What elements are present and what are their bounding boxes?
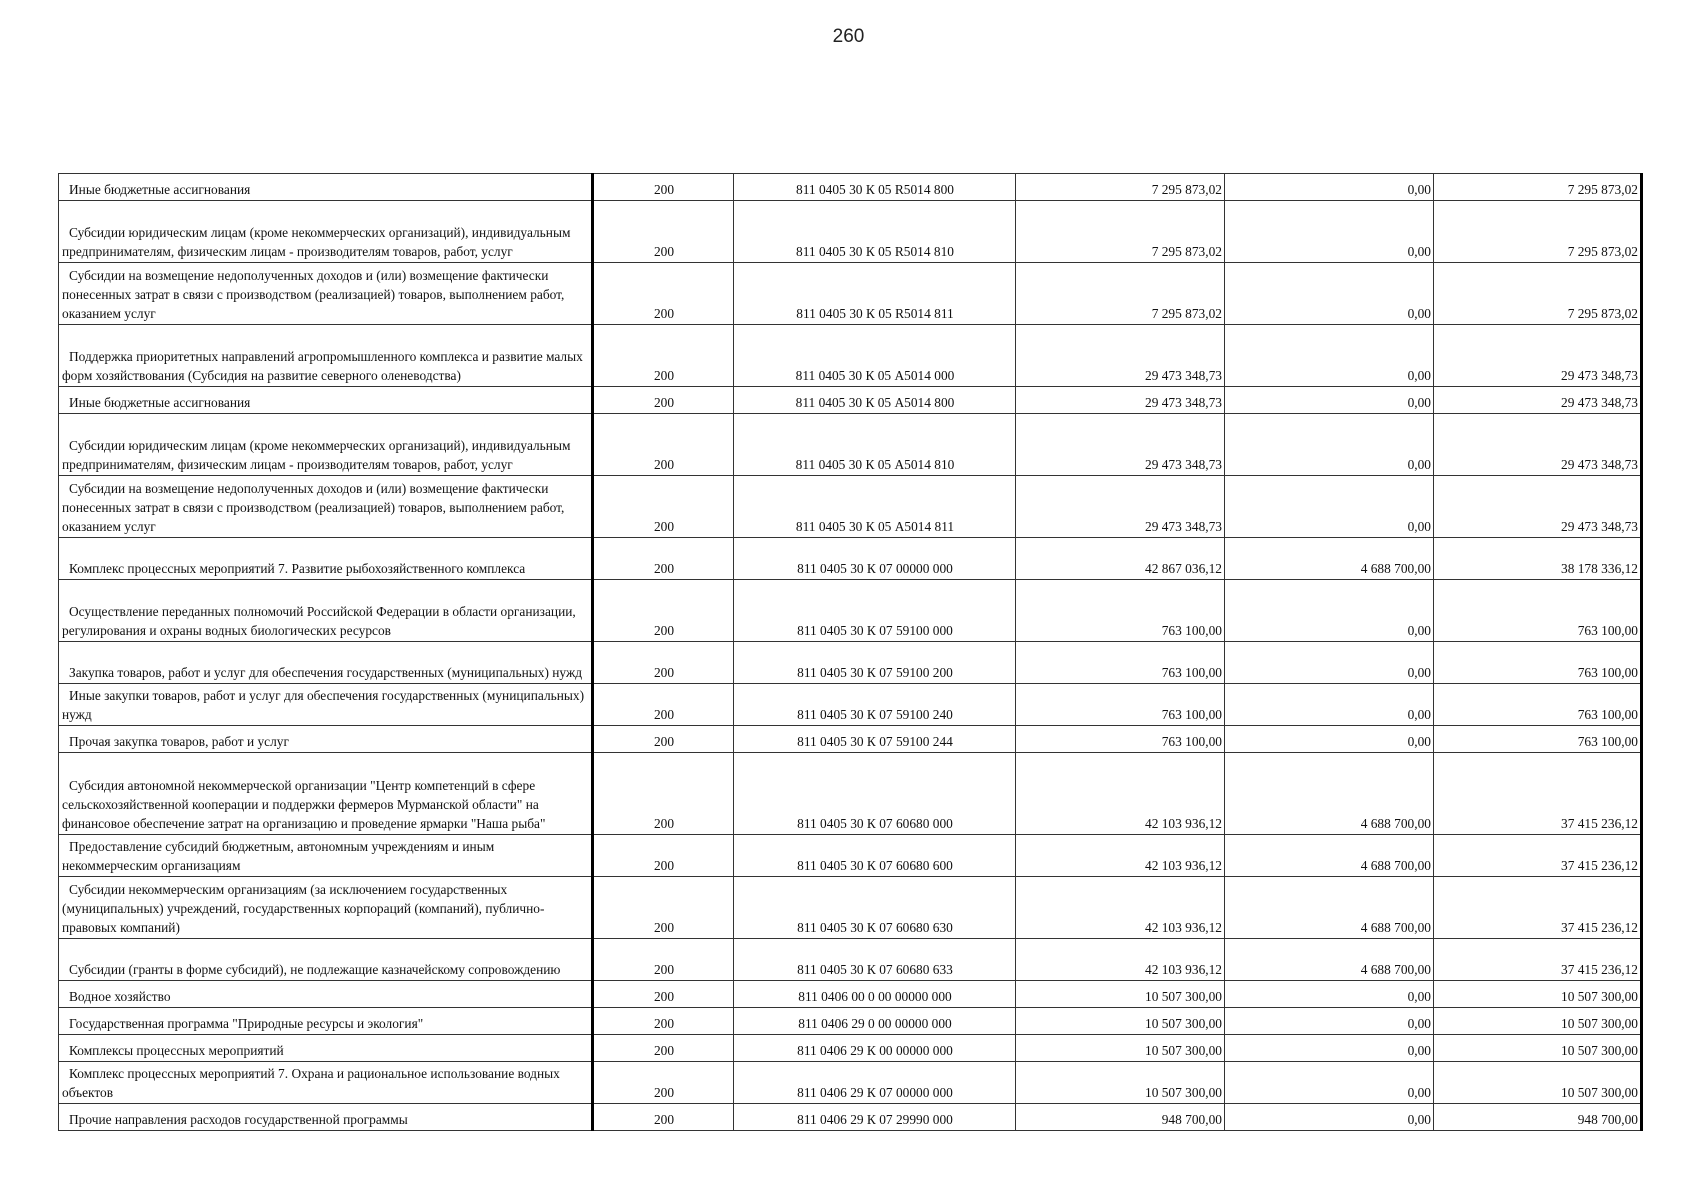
row-remainder: 37 415 236,12 <box>1434 753 1642 835</box>
row-approved: 763 100,00 <box>1016 684 1225 726</box>
row-code: 200 <box>593 325 734 387</box>
row-code: 200 <box>593 476 734 538</box>
page-number: 260 <box>832 26 865 47</box>
row-approved: 7 295 873,02 <box>1016 174 1225 201</box>
row-name: Закупка товаров, работ и услуг для обеспечения государственных (муниципальных) нужд <box>59 642 593 684</box>
row-approved: 42 867 036,12 <box>1016 538 1225 580</box>
row-executed: 0,00 <box>1225 263 1434 325</box>
row-code: 200 <box>593 939 734 981</box>
row-name: Предоставление субсидий бюджетным, автономным учреждениям и иным некоммерческим организациям <box>59 835 593 877</box>
row-name: Субсидия автономной некоммерческой организации "Центр компетенций в сфере сельскохозяйственной кооперации и поддержки фермеров Мурманской области" на финансовое обеспечение затрат на организацию и проведение ярмарки "Наша рыба" <box>59 753 593 835</box>
row-approved: 42 103 936,12 <box>1016 939 1225 981</box>
table-row <box>59 981 1642 1008</box>
row-approved: 10 507 300,00 <box>1016 1008 1225 1035</box>
row-executed: 4 688 700,00 <box>1225 753 1434 835</box>
table-row <box>59 538 1642 580</box>
row-remainder: 10 507 300,00 <box>1434 1062 1642 1104</box>
row-name: Субсидии (гранты в форме субсидий), не подлежащие казначейскому сопровождению <box>59 939 593 981</box>
row-code: 200 <box>593 263 734 325</box>
row-executed: 4 688 700,00 <box>1225 835 1434 877</box>
row-code: 200 <box>593 580 734 642</box>
row-code: 200 <box>593 538 734 580</box>
row-code: 200 <box>593 981 734 1008</box>
row-name: Комплекс процессных мероприятий 7. Охрана и рациональное использование водных объектов <box>59 1062 593 1104</box>
row-name: Иные закупки товаров, работ и услуг для обеспечения государственных (муниципальных) нужд <box>59 684 593 726</box>
table-row <box>59 414 1642 476</box>
row-kbk: 811 0405 30 К 05 А5014 800 <box>734 387 1016 414</box>
row-name: Прочие направления расходов государственной программы <box>59 1104 593 1131</box>
row-executed: 0,00 <box>1225 981 1434 1008</box>
table-row <box>59 684 1642 726</box>
row-code: 200 <box>593 835 734 877</box>
table-row <box>59 835 1642 877</box>
row-code: 200 <box>593 753 734 835</box>
table-row <box>59 263 1642 325</box>
row-approved: 42 103 936,12 <box>1016 753 1225 835</box>
row-approved: 29 473 348,73 <box>1016 325 1225 387</box>
row-remainder: 763 100,00 <box>1434 642 1642 684</box>
table-row <box>59 939 1642 981</box>
table-row <box>59 1008 1642 1035</box>
row-kbk: 811 0405 30 К 07 60680 630 <box>734 877 1016 939</box>
row-remainder: 37 415 236,12 <box>1434 877 1642 939</box>
row-remainder: 7 295 873,02 <box>1434 201 1642 263</box>
row-kbk: 811 0405 30 К 05 А5014 000 <box>734 325 1016 387</box>
row-name: Поддержка приоритетных направлений агропромышленного комплекса и развитие малых форм хозяйствования (Субсидия на развитие северного оленеводства) <box>59 325 593 387</box>
row-approved: 10 507 300,00 <box>1016 1035 1225 1062</box>
row-kbk: 811 0405 30 К 07 60680 633 <box>734 939 1016 981</box>
row-approved: 10 507 300,00 <box>1016 981 1225 1008</box>
row-kbk: 811 0405 30 К 05 R5014 800 <box>734 174 1016 201</box>
row-name: Субсидии некоммерческим организациям (за исключением государственных (муниципальных) учреждений, государственных корпораций (компаний), публично-правовых компаний) <box>59 877 593 939</box>
table-row <box>59 726 1642 753</box>
row-kbk: 811 0405 30 К 07 59100 240 <box>734 684 1016 726</box>
row-executed: 4 688 700,00 <box>1225 939 1434 981</box>
row-approved: 29 473 348,73 <box>1016 414 1225 476</box>
row-name: Водное хозяйство <box>59 981 593 1008</box>
table-row <box>59 877 1642 939</box>
row-name: Осуществление переданных полномочий Российской Федерации в области организации, регулирования и охраны водных биологических ресурсов <box>59 580 593 642</box>
row-remainder: 38 178 336,12 <box>1434 538 1642 580</box>
row-approved: 42 103 936,12 <box>1016 877 1225 939</box>
row-code: 200 <box>593 726 734 753</box>
row-executed: 0,00 <box>1225 325 1434 387</box>
row-remainder: 763 100,00 <box>1434 726 1642 753</box>
row-kbk: 811 0406 29 0 00 00000 000 <box>734 1008 1016 1035</box>
row-remainder: 29 473 348,73 <box>1434 387 1642 414</box>
row-remainder: 10 507 300,00 <box>1434 1008 1642 1035</box>
table-row <box>59 325 1642 387</box>
row-name: Субсидии юридическим лицам (кроме некоммерческих организаций), индивидуальным предпринимателям, физическим лицам - производителям товаров, работ, услуг <box>59 201 593 263</box>
row-executed: 0,00 <box>1225 684 1434 726</box>
row-kbk: 811 0405 30 К 07 60680 600 <box>734 835 1016 877</box>
table-row <box>59 1035 1642 1062</box>
row-executed: 0,00 <box>1225 580 1434 642</box>
row-code: 200 <box>593 414 734 476</box>
table-row <box>59 642 1642 684</box>
row-kbk: 811 0405 30 К 07 60680 000 <box>734 753 1016 835</box>
row-kbk: 811 0405 30 К 05 R5014 810 <box>734 201 1016 263</box>
row-approved: 29 473 348,73 <box>1016 387 1225 414</box>
row-code: 200 <box>593 877 734 939</box>
row-code: 200 <box>593 1104 734 1131</box>
table-row <box>59 387 1642 414</box>
row-executed: 0,00 <box>1225 476 1434 538</box>
row-executed: 4 688 700,00 <box>1225 538 1434 580</box>
row-kbk: 811 0405 30 К 05 R5014 811 <box>734 263 1016 325</box>
row-kbk: 811 0406 29 К 07 00000 000 <box>734 1062 1016 1104</box>
row-remainder: 7 295 873,02 <box>1434 174 1642 201</box>
row-executed: 0,00 <box>1225 201 1434 263</box>
row-kbk: 811 0405 30 К 07 59100 244 <box>734 726 1016 753</box>
row-kbk: 811 0406 29 К 07 29990 000 <box>734 1104 1016 1131</box>
row-executed: 0,00 <box>1225 642 1434 684</box>
row-remainder: 763 100,00 <box>1434 580 1642 642</box>
row-remainder: 7 295 873,02 <box>1434 263 1642 325</box>
table-row <box>59 201 1642 263</box>
row-code: 200 <box>593 1008 734 1035</box>
row-approved: 948 700,00 <box>1016 1104 1225 1131</box>
row-remainder: 10 507 300,00 <box>1434 1035 1642 1062</box>
row-approved: 7 295 873,02 <box>1016 263 1225 325</box>
row-approved: 763 100,00 <box>1016 726 1225 753</box>
row-approved: 7 295 873,02 <box>1016 201 1225 263</box>
table-body <box>59 174 1642 1131</box>
table-row <box>59 1062 1642 1104</box>
row-executed: 0,00 <box>1225 1035 1434 1062</box>
row-name: Комплексы процессных мероприятий <box>59 1035 593 1062</box>
row-name: Иные бюджетные ассигнования <box>59 174 593 201</box>
row-code: 200 <box>593 1035 734 1062</box>
row-executed: 0,00 <box>1225 1008 1434 1035</box>
row-kbk: 811 0405 30 К 07 59100 000 <box>734 580 1016 642</box>
row-remainder: 763 100,00 <box>1434 684 1642 726</box>
table-row <box>59 476 1642 538</box>
row-executed: 0,00 <box>1225 174 1434 201</box>
row-approved: 763 100,00 <box>1016 642 1225 684</box>
row-code: 200 <box>593 684 734 726</box>
row-executed: 0,00 <box>1225 1104 1434 1131</box>
row-name: Прочая закупка товаров, работ и услуг <box>59 726 593 753</box>
row-executed: 0,00 <box>1225 387 1434 414</box>
row-executed: 0,00 <box>1225 726 1434 753</box>
row-name: Комплекс процессных мероприятий 7. Развитие рыбохозяйственного комплекса <box>59 538 593 580</box>
row-approved: 29 473 348,73 <box>1016 476 1225 538</box>
row-kbk: 811 0406 00 0 00 00000 000 <box>734 981 1016 1008</box>
row-code: 200 <box>593 201 734 263</box>
budget-execution-table <box>58 173 1643 1131</box>
table-row <box>59 753 1642 835</box>
row-remainder: 37 415 236,12 <box>1434 939 1642 981</box>
row-code: 200 <box>593 642 734 684</box>
row-name: Субсидии на возмещение недополученных доходов и (или) возмещение фактически понесенных затрат в связи с производством (реализацией) товаров, выполнением работ, оказанием услуг <box>59 476 593 538</box>
row-name: Субсидии на возмещение недополученных доходов и (или) возмещение фактически понесенных затрат в связи с производством (реализацией) товаров, выполнением работ, оказанием услуг <box>59 263 593 325</box>
row-kbk: 811 0406 29 К 00 00000 000 <box>734 1035 1016 1062</box>
row-code: 200 <box>593 1062 734 1104</box>
row-executed: 4 688 700,00 <box>1225 877 1434 939</box>
table-row <box>59 1104 1642 1131</box>
row-remainder: 37 415 236,12 <box>1434 835 1642 877</box>
row-name: Иные бюджетные ассигнования <box>59 387 593 414</box>
row-code: 200 <box>593 387 734 414</box>
row-remainder: 10 507 300,00 <box>1434 981 1642 1008</box>
row-kbk: 811 0405 30 К 07 59100 200 <box>734 642 1016 684</box>
table-row <box>59 580 1642 642</box>
row-approved: 42 103 936,12 <box>1016 835 1225 877</box>
row-executed: 0,00 <box>1225 1062 1434 1104</box>
row-kbk: 811 0405 30 К 07 00000 000 <box>734 538 1016 580</box>
row-kbk: 811 0405 30 К 05 А5014 811 <box>734 476 1016 538</box>
row-remainder: 29 473 348,73 <box>1434 414 1642 476</box>
table-row <box>59 174 1642 201</box>
row-kbk: 811 0405 30 К 05 А5014 810 <box>734 414 1016 476</box>
row-name: Государственная программа "Природные ресурсы и экология" <box>59 1008 593 1035</box>
row-remainder: 29 473 348,73 <box>1434 476 1642 538</box>
row-remainder: 948 700,00 <box>1434 1104 1642 1131</box>
row-name: Субсидии юридическим лицам (кроме некоммерческих организаций), индивидуальным предпринимателям, физическим лицам - производителям товаров, работ, услуг <box>59 414 593 476</box>
row-approved: 763 100,00 <box>1016 580 1225 642</box>
row-approved: 10 507 300,00 <box>1016 1062 1225 1104</box>
row-executed: 0,00 <box>1225 414 1434 476</box>
row-code: 200 <box>593 174 734 201</box>
row-remainder: 29 473 348,73 <box>1434 325 1642 387</box>
